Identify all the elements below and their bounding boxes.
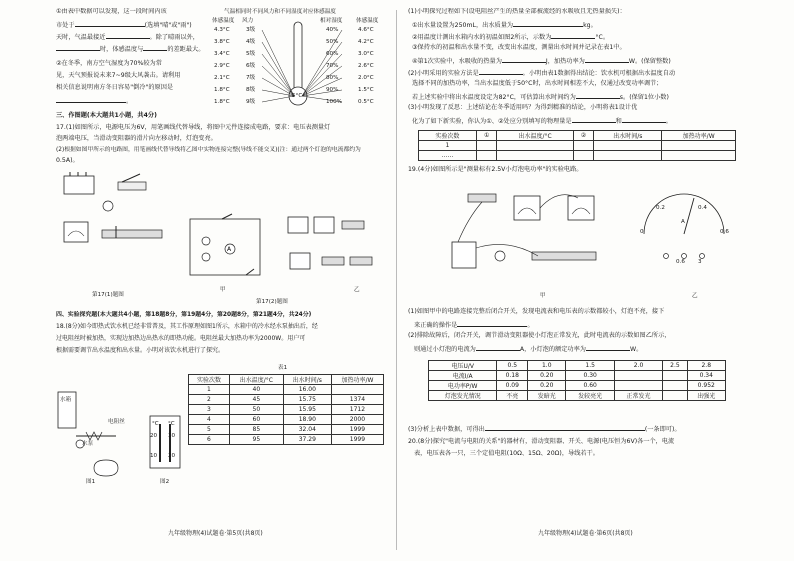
table-row bbox=[189, 425, 384, 435]
fig19-jia-circuit bbox=[448, 178, 618, 288]
table-header-cell: 加热功率/W bbox=[662, 131, 736, 141]
answer-blank[interactable] bbox=[485, 424, 645, 431]
table-cell: 1999 bbox=[331, 425, 383, 435]
q18c-line9: (3)小明发现了反思：上述结论在冬季适用吗？为得到精准的结论，小明将表1设计优 bbox=[408, 104, 638, 111]
wind-connector-line bbox=[262, 42, 294, 96]
fig2-unit-2: °C bbox=[168, 421, 175, 427]
chart-head-humidity: 相对湿度 bbox=[320, 18, 343, 24]
table-cell[interactable] bbox=[497, 141, 573, 151]
voltmeter-icon bbox=[64, 222, 88, 242]
table-header-cell: 出水温度/°C bbox=[229, 375, 283, 385]
table-header-cell: 加热功率/W bbox=[331, 375, 383, 385]
q18c-line7: 选择不同的加热功率，当出水温度低于50°C时，出水时间相差不大，仅通过改变功率调节； bbox=[412, 80, 663, 87]
table-header-cell: 实验次数 bbox=[189, 375, 230, 385]
table-cell[interactable] bbox=[331, 385, 383, 395]
dial-unit: A bbox=[681, 219, 685, 225]
fig17-2-components bbox=[280, 213, 380, 283]
table-cell: …… bbox=[419, 151, 477, 161]
q-intro-line7: 相关信息说明南方冬日容易"倒冷"的原因是 bbox=[56, 84, 174, 91]
wind-feel-temp: 2.9°C bbox=[214, 63, 230, 69]
table-cell: 2.8 bbox=[687, 361, 725, 371]
wind-level: 7级 bbox=[246, 75, 256, 81]
table-cell: 32.04 bbox=[283, 425, 331, 435]
chart-head-feel2: 体感温度 bbox=[356, 18, 379, 24]
dial-tick-0.4: 0.4 bbox=[698, 205, 707, 211]
table-cell: 电压U/V bbox=[429, 361, 497, 371]
fig1-caption: 图1 bbox=[86, 479, 96, 485]
answer-blank[interactable] bbox=[586, 344, 630, 351]
fig2-unit-1: °C bbox=[152, 421, 159, 427]
q19-line2: 来正确的操作是 。 bbox=[414, 322, 534, 329]
table1-body bbox=[189, 385, 384, 445]
bulb-icon bbox=[103, 201, 113, 211]
humidity-pct: 70% bbox=[326, 63, 339, 69]
table3-body bbox=[429, 361, 726, 401]
fig1-wire-label: 电阻丝 bbox=[108, 419, 125, 425]
q19-line4: 则通过小灯泡的电流为 A，小灯泡的额定功率为 W。 bbox=[414, 346, 643, 353]
table-cell: 50 bbox=[229, 405, 283, 415]
terminal-label-0.6: 0.6 bbox=[676, 259, 685, 265]
page-divider bbox=[396, 10, 397, 550]
fig19-yi-label: 乙 bbox=[692, 293, 698, 299]
table3 bbox=[428, 360, 726, 401]
humidity-pct: 100% bbox=[326, 99, 342, 105]
table1 bbox=[188, 374, 384, 445]
humidity-pct: 80% bbox=[326, 75, 339, 81]
table-cell[interactable] bbox=[614, 381, 662, 391]
table-cell: 0.20 bbox=[528, 371, 566, 381]
svg-text:A: A bbox=[227, 246, 232, 253]
q-intro-line1: ①由表中数据可以发现，这一段时间内该 bbox=[56, 8, 167, 15]
left-page bbox=[52, 8, 388, 553]
table-cell: 1999 bbox=[331, 435, 383, 445]
feel-temperature-chart bbox=[212, 8, 388, 118]
table2-body bbox=[419, 141, 736, 161]
q18c-line8: 若上述实验中将出水温度设定为82°C，可估算出水时间约为 s。(保留1位小数) bbox=[412, 94, 669, 101]
fig2-tick-2: 10 bbox=[150, 453, 158, 459]
table-cell[interactable] bbox=[476, 141, 497, 151]
humidity-feel-temp: 2.6°C bbox=[358, 63, 374, 69]
table-cell: 1.0 bbox=[528, 361, 566, 371]
thermometer-tube bbox=[294, 22, 302, 92]
wind-level: 6级 bbox=[246, 63, 256, 69]
wind-level: 3级 bbox=[246, 27, 256, 33]
fig2-tick-4: 20 bbox=[168, 453, 176, 459]
table-cell: 95 bbox=[229, 435, 283, 445]
table-cell: 1712 bbox=[331, 405, 383, 415]
q17-line2: 泡两端电压，当滑动变阻器的滑片向左移动时，灯泡变亮。 bbox=[56, 135, 217, 142]
chart-head-wind: 风力 bbox=[242, 18, 254, 24]
answer-blank[interactable] bbox=[585, 56, 629, 63]
q17-line3: (2)根据如图甲所示的电路图，用笔画线代替导线将乙图中实物连接完整(导线不能交叉)(注：通过两个灯泡的电流都约为 bbox=[56, 147, 361, 153]
fig19-jia-label: 甲 bbox=[540, 293, 546, 299]
table-header-cell: 实验次数 bbox=[419, 131, 477, 141]
dial-tick-0.6: 0.6 bbox=[720, 229, 729, 235]
answer-blank[interactable] bbox=[502, 56, 546, 63]
q19-line3: (2)排除故障后，闭合开关，调节滑动变阻器使小灯泡正常发光，此时电流表的示数如图乙所示， bbox=[408, 332, 671, 339]
table-cell: 45 bbox=[229, 395, 283, 405]
table-cell: 40 bbox=[229, 385, 283, 395]
table-row bbox=[429, 361, 726, 371]
table-cell: 1.5 bbox=[566, 361, 614, 371]
table-cell[interactable] bbox=[573, 141, 594, 151]
table-cell: 2000 bbox=[331, 415, 383, 425]
q18-line1: 18.(8分)如今即热式饮水机已经非常普及，其工作原理如图1所示，水箱中的冷水经水泵抽出后，经 bbox=[56, 323, 318, 330]
table-cell: 0.60 bbox=[566, 381, 614, 391]
answer-blank[interactable] bbox=[576, 92, 620, 99]
wind-feel-temp: 1.8°C bbox=[214, 99, 230, 105]
table-cell: 16.00 bbox=[283, 385, 331, 395]
q18-line3: 根据需要调节出水温度和出水量。小明对该饮水机进行了探究。 bbox=[56, 347, 225, 354]
wind-feel-temp: 3.8°C bbox=[214, 39, 230, 45]
table-cell[interactable] bbox=[476, 151, 497, 161]
answer-blank[interactable] bbox=[457, 320, 527, 327]
q-intro-line6: 见，天气预报说未来7~9级大风袭击。请利用 bbox=[56, 72, 181, 79]
wind-level: 8级 bbox=[246, 87, 256, 93]
q18c-line5: ④第1次实验中，水吸收的热量为 J，加热功率为 W。(保留整数) bbox=[412, 58, 671, 65]
wind-lines bbox=[262, 30, 294, 102]
table-cell: 电功率P/W bbox=[429, 381, 497, 391]
q19-part3: (3)分析上表中数据，可得出 (一条即可)。 bbox=[408, 426, 681, 433]
q18c-line4: ③保持水的初温和出水量不变，改变出水温度，测量出水时间并记录在表1中。 bbox=[412, 44, 626, 51]
table-cell: 不亮 bbox=[497, 391, 528, 401]
humidity-pct: 60% bbox=[326, 51, 339, 57]
humidity-feel-temp: 3.0°C bbox=[358, 51, 374, 57]
humidity-pct: 40% bbox=[326, 27, 339, 33]
fig17-2-circuit-diagram bbox=[184, 213, 270, 283]
table-cell: 2.5 bbox=[663, 361, 687, 371]
q-intro-line4: 时，体感温度与 的差距最大。 bbox=[56, 44, 204, 55]
fig2-caption: 图2 bbox=[160, 479, 170, 485]
table-cell[interactable] bbox=[663, 391, 687, 401]
q18c-line1: (1)小明探究过程如下(设电阻丝产生的热量全部被流经的水吸收且无热量损失)： bbox=[408, 8, 626, 15]
ammeter-needle bbox=[684, 198, 694, 234]
terminal-label-3: 3 bbox=[698, 259, 702, 265]
battery-component bbox=[452, 242, 476, 268]
table-cell: 37.29 bbox=[283, 435, 331, 445]
table-cell: 2 bbox=[189, 395, 230, 405]
q18c-line3: ②用温度计测出水箱内水的初温如图2所示，示数为 °C。 bbox=[412, 34, 610, 41]
table-header-cell: ② bbox=[573, 131, 594, 141]
label-jia: 甲 bbox=[220, 287, 226, 293]
table-row bbox=[419, 141, 736, 151]
right-page bbox=[408, 8, 748, 553]
bulb-component bbox=[495, 251, 505, 261]
q19-line1: (1)如图甲中的电路连接完整后闭合开关，发现电流表和电压表的示数都较小，灯泡不亮，接下 bbox=[408, 308, 665, 315]
table-cell[interactable] bbox=[663, 381, 687, 391]
answer-blank[interactable] bbox=[143, 44, 167, 51]
table-cell: 5 bbox=[189, 425, 230, 435]
table-header-cell: ① bbox=[476, 131, 497, 141]
wind-connector-line bbox=[262, 54, 294, 96]
table-header-row bbox=[189, 375, 384, 385]
answer-blank[interactable] bbox=[106, 32, 150, 39]
table-cell: 0.20 bbox=[528, 381, 566, 391]
fig17-2-caption: 第17(2)题图 bbox=[256, 299, 288, 305]
fig1-pump-label: 水泵 bbox=[82, 441, 94, 447]
wind-feel-temp: 3.4°C bbox=[214, 51, 230, 57]
answer-blank[interactable] bbox=[622, 116, 666, 123]
section-4-heading: 四、实验探究题(本大题共4小题，第18题8分，第19题4分，第20题8分，第21题4分，共24分) bbox=[56, 312, 312, 318]
table-cell[interactable] bbox=[614, 371, 662, 381]
table-row bbox=[429, 391, 726, 401]
table-cell: 0.34 bbox=[687, 371, 725, 381]
battery-icon bbox=[64, 176, 94, 194]
table-cell: 1 bbox=[419, 141, 477, 151]
table-cell: 电流I/A bbox=[429, 371, 497, 381]
switch-icon bbox=[118, 182, 146, 190]
q18c-line2: ①出水量设置为250mL，出水质量为 kg。 bbox=[412, 22, 597, 29]
q18c-line6: (2)小明采用的实验方法是 。小明由表1数据得出结论：饮水机可根据出水温度自动 bbox=[408, 70, 676, 77]
chart-head-feel: 体感温度 bbox=[212, 18, 235, 24]
table-cell[interactable] bbox=[497, 151, 573, 161]
humidity-feel-temp: 2.0°C bbox=[358, 75, 374, 81]
answer-blank[interactable] bbox=[476, 344, 520, 351]
table-row bbox=[189, 405, 384, 415]
q20-line2: 表，电压表各一只，三个定值电阻(10Ω、15Ω、20Ω)，导线若干。 bbox=[414, 450, 599, 457]
humidity-pct: 90% bbox=[326, 87, 339, 93]
answer-blank[interactable] bbox=[75, 20, 145, 27]
table-cell: 1 bbox=[189, 385, 230, 395]
table-cell: 0.30 bbox=[566, 371, 614, 381]
rheostat-component bbox=[532, 252, 596, 260]
table-row bbox=[189, 435, 384, 445]
table-header-cell: 出水时间/s bbox=[594, 131, 662, 141]
table-cell: 4 bbox=[189, 415, 230, 425]
left-footer: 九年级物理(4)试题卷·第5页(共8页) bbox=[168, 530, 263, 537]
q-intro-line8: 。 bbox=[56, 96, 132, 107]
answer-blank[interactable] bbox=[479, 68, 523, 75]
table-row bbox=[189, 395, 384, 405]
table-cell: 灯泡发光情况 bbox=[429, 391, 497, 401]
q18-line2: 过电阻丝时被加热，实现边加热边出热水的即热功能。电阻丝最大加热功率为2000W。用户可 bbox=[56, 335, 306, 342]
q-intro-line5: ②在冬季，南方空气湿度为70%较为常 bbox=[56, 60, 162, 67]
wind-feel-temp: 2.1°C bbox=[214, 75, 230, 81]
table-cell: 6 bbox=[189, 435, 230, 445]
table-cell: 0.952 bbox=[687, 381, 725, 391]
table-cell: 15.95 bbox=[283, 405, 331, 415]
chart-title: 气温相同时不同风力和不同湿度对应体感温度 bbox=[224, 9, 336, 15]
table-cell[interactable] bbox=[662, 141, 736, 151]
table-cell: 2.0 bbox=[614, 361, 662, 371]
table-cell: 发较亮光 bbox=[566, 391, 614, 401]
fig1-tank-label: 水箱 bbox=[60, 397, 72, 403]
table-cell[interactable] bbox=[662, 151, 736, 161]
q19-title: 19.(4分)如图所示是"测量标有2.5V小灯泡电功率"的实验电路。 bbox=[408, 166, 583, 173]
q18c-line10: 化为了如下新实验，你认为①、②处应分别填写的物理量是 和 。 bbox=[412, 118, 672, 125]
wind-level: 5级 bbox=[246, 51, 256, 57]
q-intro-line2: 市处于 (选填"晴"或"雨") bbox=[56, 22, 192, 29]
table-cell: 发暗光 bbox=[528, 391, 566, 401]
switch-component bbox=[468, 194, 496, 202]
fig2-tick-1: 20 bbox=[150, 433, 158, 439]
table-cell: 正常发光 bbox=[614, 391, 662, 401]
wind-connector-line bbox=[262, 66, 294, 96]
table-cell: 出强光 bbox=[687, 391, 725, 401]
table-cell: 0.09 bbox=[497, 381, 528, 391]
answer-blank[interactable] bbox=[513, 20, 583, 27]
q17-line1: 17.(1)如图所示，电源电压为6V，用笔画线代替导线，将图中元件连接成电路，要求：电压表测量灯 bbox=[56, 124, 331, 131]
table1-title: 表1 bbox=[278, 365, 288, 371]
table-cell: 1374 bbox=[331, 395, 383, 405]
fig2-tick-3: 30 bbox=[168, 433, 176, 439]
table-row bbox=[429, 371, 726, 381]
q20-line1: 20.(8分)探究"电流与电阻的关系"的器材有，滑动变阻器、开关、电源(电压恒为6V)各一个，电流 bbox=[408, 438, 675, 445]
table-cell: 0.18 bbox=[497, 371, 528, 381]
humidity-pct: 50% bbox=[326, 39, 339, 45]
table-cell[interactable] bbox=[594, 141, 662, 151]
humidity-feel-temp: 0.5°C bbox=[358, 99, 374, 105]
table-cell: 60 bbox=[229, 415, 283, 425]
humidity-feel-temp: 4.2°C bbox=[358, 39, 374, 45]
wind-feel-temp: 1.8°C bbox=[214, 87, 230, 93]
wind-feel-temp: 4.3°C bbox=[214, 27, 230, 33]
table-cell: 0.5 bbox=[497, 361, 528, 371]
section-3-heading: 三、作图题(本大题共1小题，共4分) bbox=[56, 112, 157, 119]
thermometer-center-label: 5°C bbox=[292, 93, 303, 99]
table-cell[interactable] bbox=[573, 151, 594, 161]
answer-blank[interactable] bbox=[56, 44, 100, 51]
wind-level: 4级 bbox=[246, 39, 256, 45]
fig17-1-caption: 第17(1)题图 bbox=[92, 292, 124, 298]
q-intro-line3: 天时，气温最接近 。除了晴雨以外， bbox=[56, 34, 199, 41]
table-row bbox=[189, 385, 384, 395]
humidity-feel-temp: 1.5°C bbox=[358, 87, 374, 93]
right-footer: 九年级物理(4)试题卷·第6页(共8页) bbox=[538, 530, 633, 537]
table-header-row bbox=[419, 131, 736, 141]
table-row bbox=[419, 151, 736, 161]
table-cell: 3 bbox=[189, 405, 230, 415]
humidity-feel-temp: 4.6°C bbox=[358, 27, 374, 33]
wind-connector-line bbox=[262, 30, 294, 96]
table-header-cell: 出水时间/s bbox=[283, 375, 331, 385]
q17-line4: 0.5A)。 bbox=[56, 157, 79, 164]
table-cell[interactable] bbox=[663, 371, 687, 381]
fig17-1-components bbox=[56, 168, 176, 288]
answer-blank[interactable] bbox=[551, 32, 595, 39]
dial-tick-0.2: 0.2 bbox=[656, 205, 665, 211]
wind-level: 9级 bbox=[246, 99, 256, 105]
table2 bbox=[418, 130, 736, 161]
table-cell: 18.90 bbox=[283, 415, 331, 425]
answer-blank[interactable] bbox=[572, 116, 616, 123]
table-cell: 85 bbox=[229, 425, 283, 435]
table-row bbox=[189, 415, 384, 425]
table-header-cell: 出水温度/°C bbox=[497, 131, 573, 141]
table-cell[interactable] bbox=[594, 151, 662, 161]
table-row bbox=[429, 381, 726, 391]
answer-blank[interactable] bbox=[56, 96, 126, 103]
label-yi: 乙 bbox=[354, 287, 360, 293]
rheostat-icon bbox=[102, 230, 162, 238]
table-cell: 15.75 bbox=[283, 395, 331, 405]
dial-tick-0: 0 bbox=[640, 229, 644, 235]
